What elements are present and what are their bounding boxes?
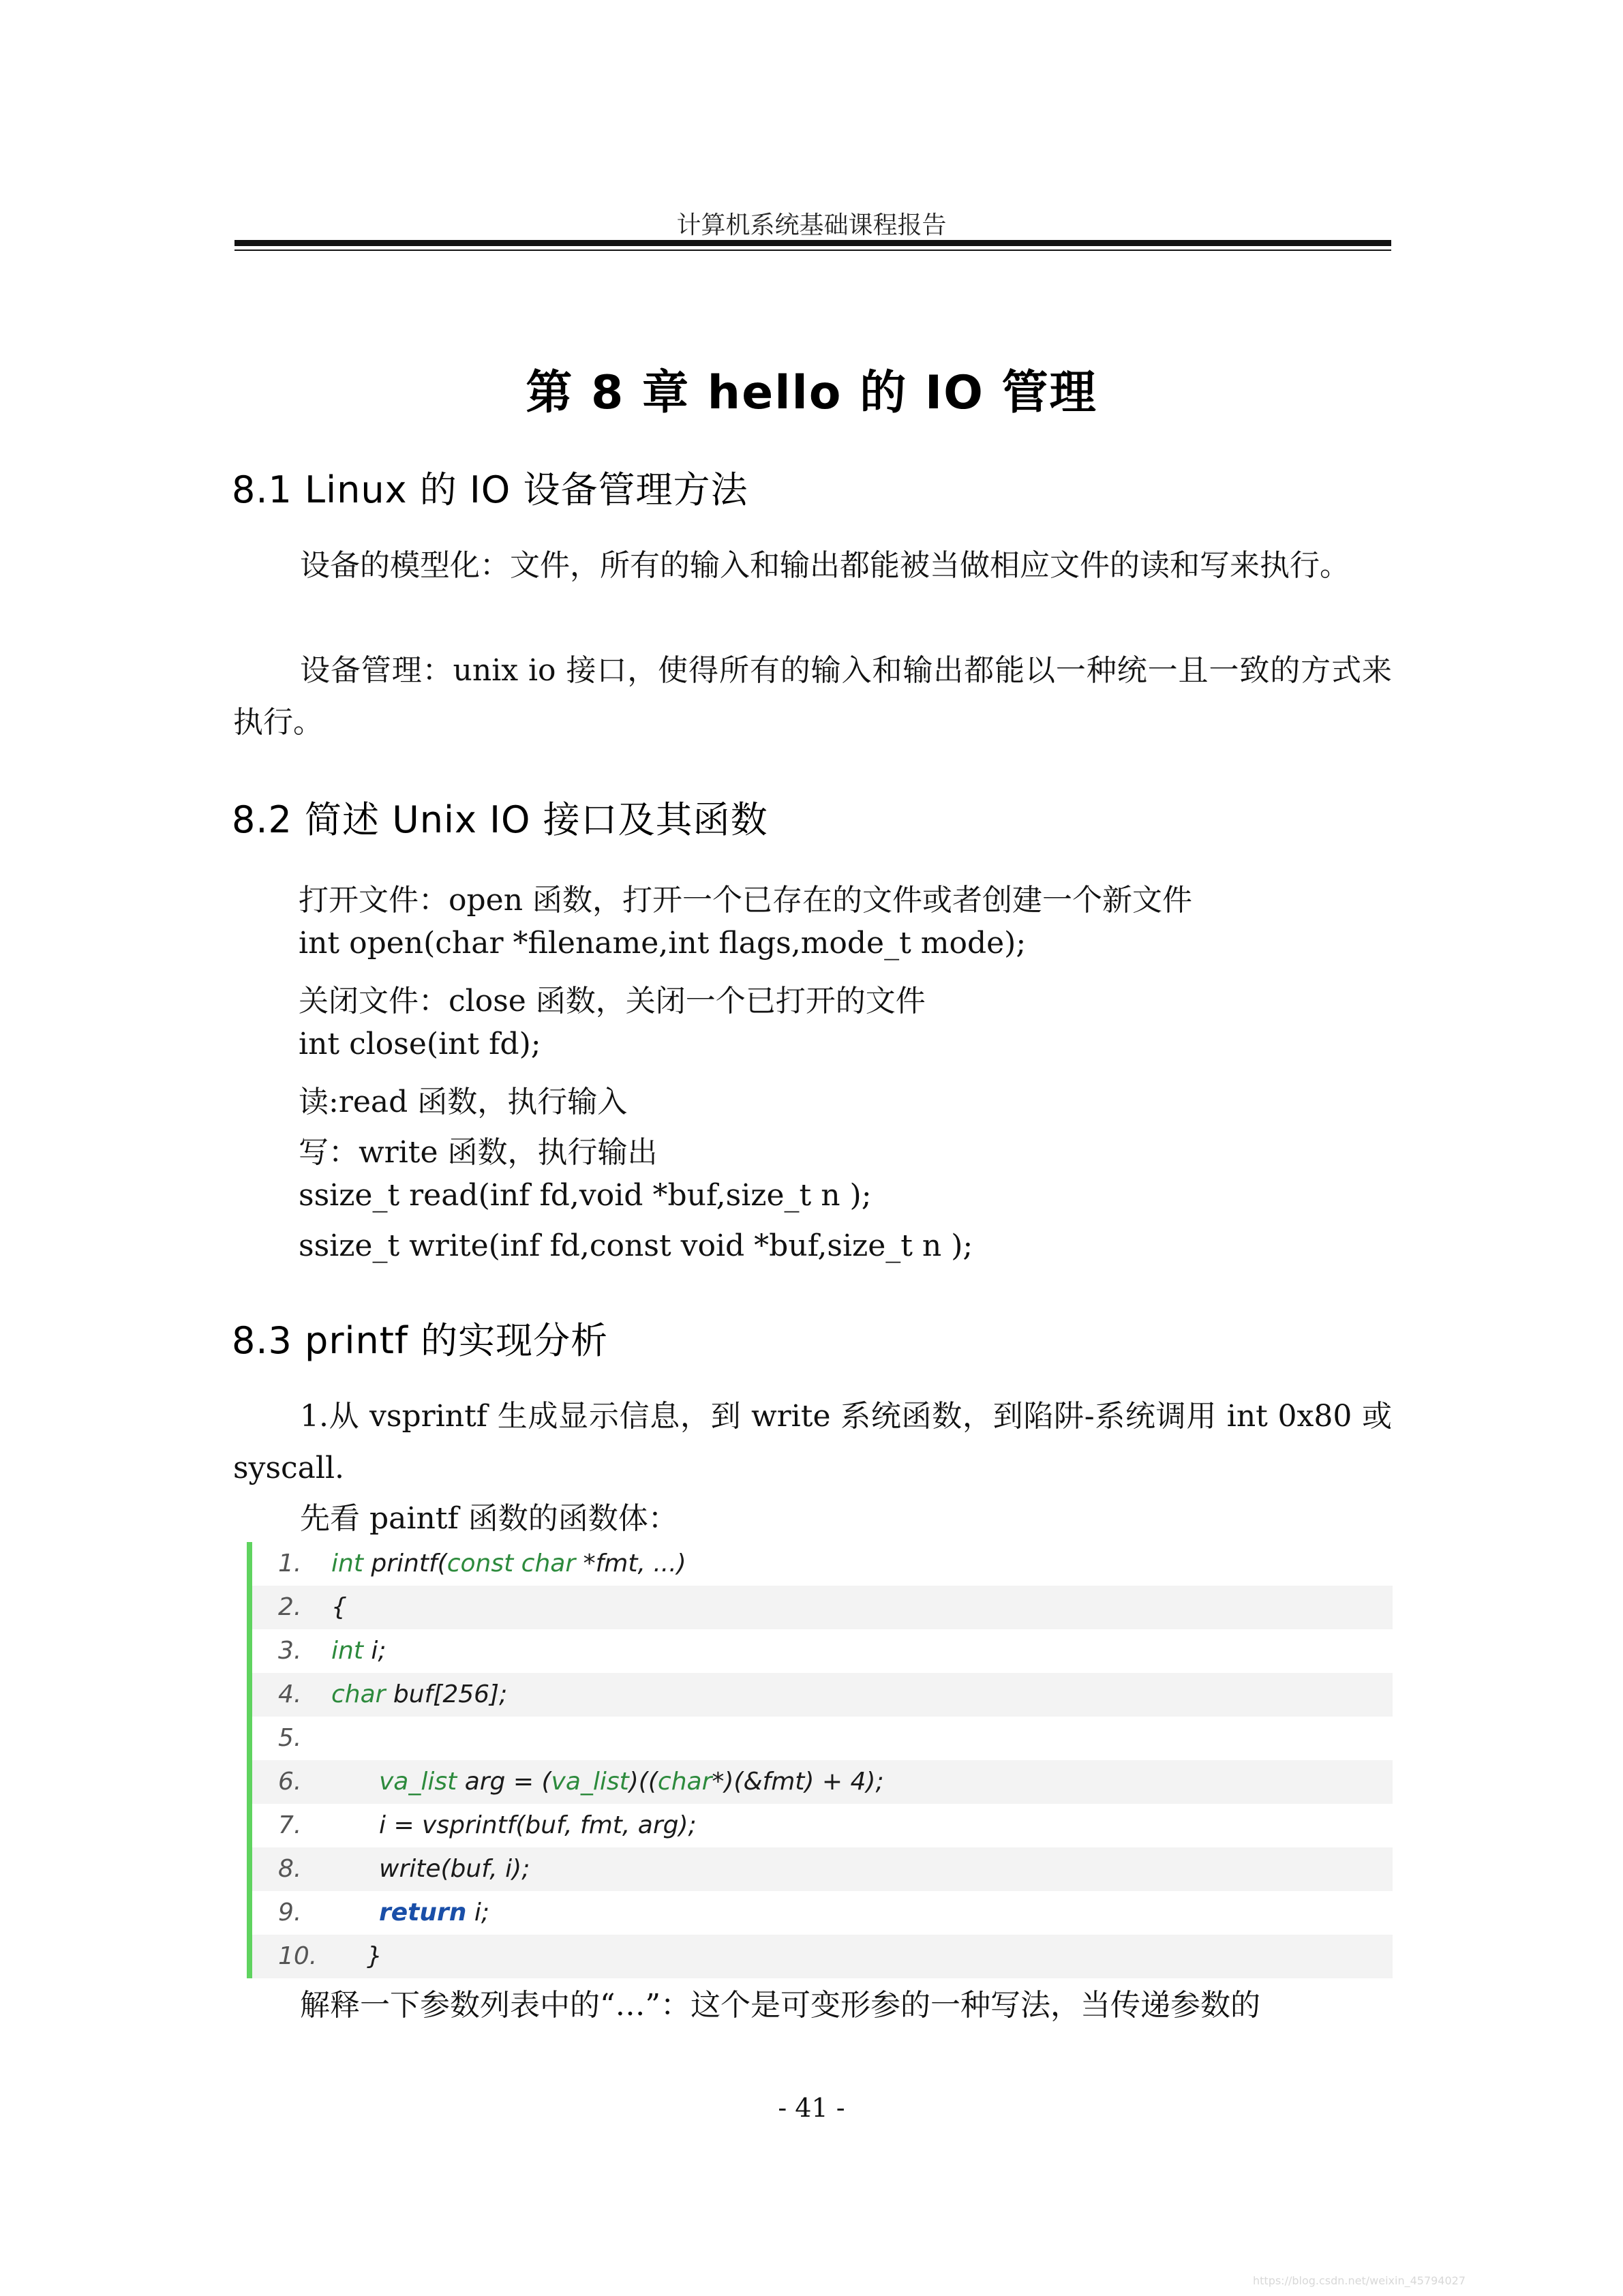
code-text: write(buf, i); (379, 1855, 530, 1883)
unix-io-line: 读:read 函数，执行输入 (299, 1085, 628, 1119)
unix-io-line: 关闭文件：close 函数，关闭一个已打开的文件 (299, 984, 926, 1018)
paragraph-device-management: 设备管理：unix io 接口，使得所有的输入和输出都能以一种统一且一致的方式来执行。 (233, 653, 1392, 740)
paragraph-varargs: 解释一下参数列表中的“…”：这个是可变形参的一种写法，当传递参数的 (300, 1988, 1260, 2023)
line-number: 3. (278, 1637, 302, 1665)
line-number: 8. (278, 1855, 302, 1883)
header-rule-thin (234, 250, 1391, 251)
code-text: int printf(const char *fmt, ...) (331, 1550, 686, 1577)
code-line (252, 1717, 1393, 1760)
code-line (252, 1760, 1393, 1804)
paragraph-device-model: 设备的模型化：文件，所有的输入和输出都能被当做相应文件的读和写来执行。 (300, 548, 1350, 583)
line-number: 10. (278, 1942, 318, 1970)
code-line (252, 1629, 1393, 1673)
code-line (252, 1804, 1393, 1847)
code-line (252, 1891, 1393, 1935)
line-number: 2. (278, 1593, 302, 1621)
unix-io-line: 写：write 函数，执行输出 (299, 1135, 658, 1170)
code-text: return i; (379, 1899, 489, 1927)
code-line (252, 1673, 1393, 1717)
line-number: 9. (278, 1899, 302, 1927)
chapter-title: 第 8 章 hello 的 IO 管理 (526, 366, 1097, 420)
code-line (252, 1542, 1393, 1586)
running-header: 计算机系统基础课程报告 (676, 211, 947, 239)
section-title-8-3: 8.3 printf 的实现分析 (232, 1319, 609, 1362)
section-title-8-1: 8.1 Linux 的 IO 设备管理方法 (232, 468, 748, 511)
code-text: i = vsprintf(buf, fmt, arg); (379, 1811, 697, 1839)
code-text: va_list arg = (va_list)((char*)(&fmt) + 4); (379, 1768, 884, 1796)
code-text: } (367, 1942, 382, 1970)
watermark: https://blog.csdn.net/weixin_45794027 (1253, 2274, 1466, 2287)
paragraph-printf-flow: 1.从 vsprintf 生成显示信息，到 write 系统函数，到陷阱-系统调用 int 0x80 或 syscall. (233, 1399, 1392, 1485)
line-number: 7. (278, 1811, 302, 1839)
code-block (247, 1542, 1393, 1978)
page-number: - 41 - (778, 2093, 845, 2123)
line-number: 4. (278, 1680, 302, 1708)
paragraph-printf-intro: 先看 paintf 函数的函数体： (300, 1501, 678, 1536)
code-line (252, 1586, 1393, 1629)
unix-io-line: int close(int fd); (299, 1027, 541, 1061)
header-rule-thick (234, 240, 1391, 246)
code-text: int i; (331, 1637, 386, 1665)
code-text: { (331, 1593, 347, 1621)
unix-io-line: ssize_t read(inf fd,void *buf,size_t n ); (299, 1178, 872, 1213)
code-line (252, 1935, 1393, 1978)
unix-io-line: int open(char *filename,int flags,mode_t mode); (299, 926, 1027, 961)
code-line (252, 1847, 1393, 1891)
unix-io-line: 打开文件：open 函数，打开一个已存在的文件或者创建一个新文件 (299, 883, 1193, 918)
unix-io-line: ssize_t write(inf fd,const void *buf,size_t n ); (299, 1228, 973, 1263)
line-number: 6. (278, 1768, 302, 1796)
line-number: 5. (278, 1724, 302, 1752)
code-text: char buf[256]; (331, 1680, 508, 1708)
section-title-8-2: 8.2 简述 Unix IO 接口及其函数 (232, 798, 768, 841)
line-number: 1. (278, 1550, 302, 1577)
